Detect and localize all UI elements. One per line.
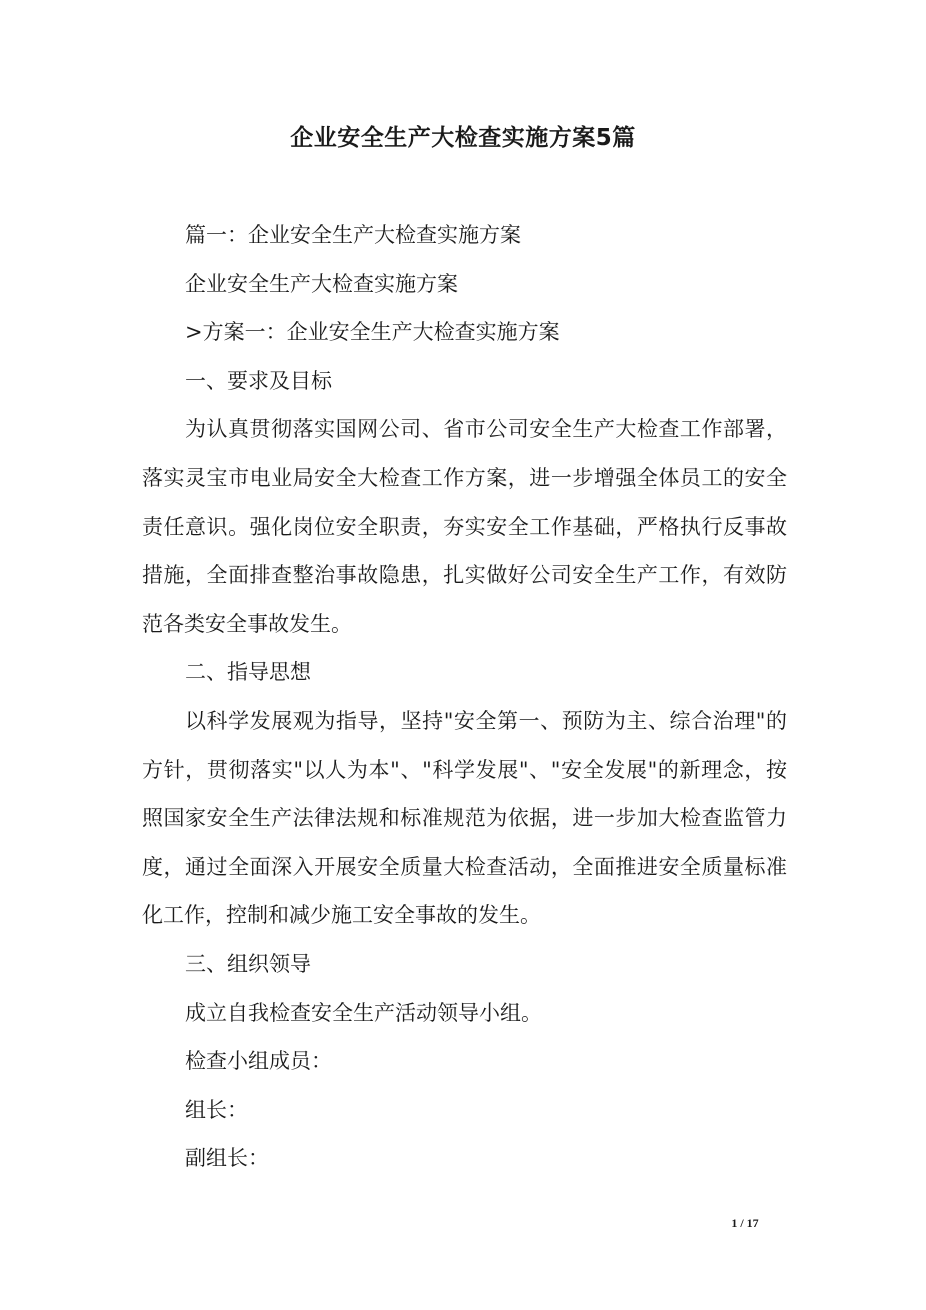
paragraph-requirements-body: 为认真贯彻落实国网公司、省市公司安全生产大检查工作部署，落实灵宝市电业局安全大检查工作方案，进一步增强全体员工的安全责任意识。强化岗位安全职责，夯实安全工作基础，严格执行反事故措施，全面排查整治事故隐患，扎实做好公司安全生产工作，有效防范各类安全事故发生。 <box>142 417 787 636</box>
document-title: 企业安全生产大检查实施方案5篇 <box>290 125 636 151</box>
paragraph-organization-body: 成立自我检查安全生产活动领导小组。 <box>185 1000 542 1025</box>
paragraph-plan-heading: >方案一：企业安全生产大检查实施方案 <box>185 320 560 345</box>
paragraph-heading-guidance: 二、指导思想 <box>185 660 311 685</box>
document-body <box>142 211 787 1183</box>
paragraph-heading-organization: 三、组织领导 <box>185 951 311 976</box>
page-number: 1 / 17 <box>731 1216 759 1230</box>
paragraph-section-heading: 篇一：企业安全生产大检查实施方案 <box>185 223 521 247</box>
paragraph-heading-requirements: 一、要求及目标 <box>185 368 332 393</box>
paragraph-guidance-body: 以科学发展观为指导，坚持"安全第一、预防为主、综合治理"的方针，贯彻落实"以人为本"、"科学发展"、"安全发展"的新理念，按照国家安全生产法律法规和标准规范为依据，进一步加大检查监管力度，通过全面深入开展安全质量大检查活动，全面推进安全质量标准化工作，控制和减少施工安全事故的发生。 <box>142 708 787 928</box>
paragraph-team-members: 检查小组成员： <box>185 1049 332 1074</box>
paragraph-team-leader: 组长： <box>185 1097 248 1122</box>
paragraph-subtitle: 企业安全生产大检查实施方案 <box>185 271 458 296</box>
paragraph-deputy-leader: 副组长： <box>185 1146 269 1171</box>
